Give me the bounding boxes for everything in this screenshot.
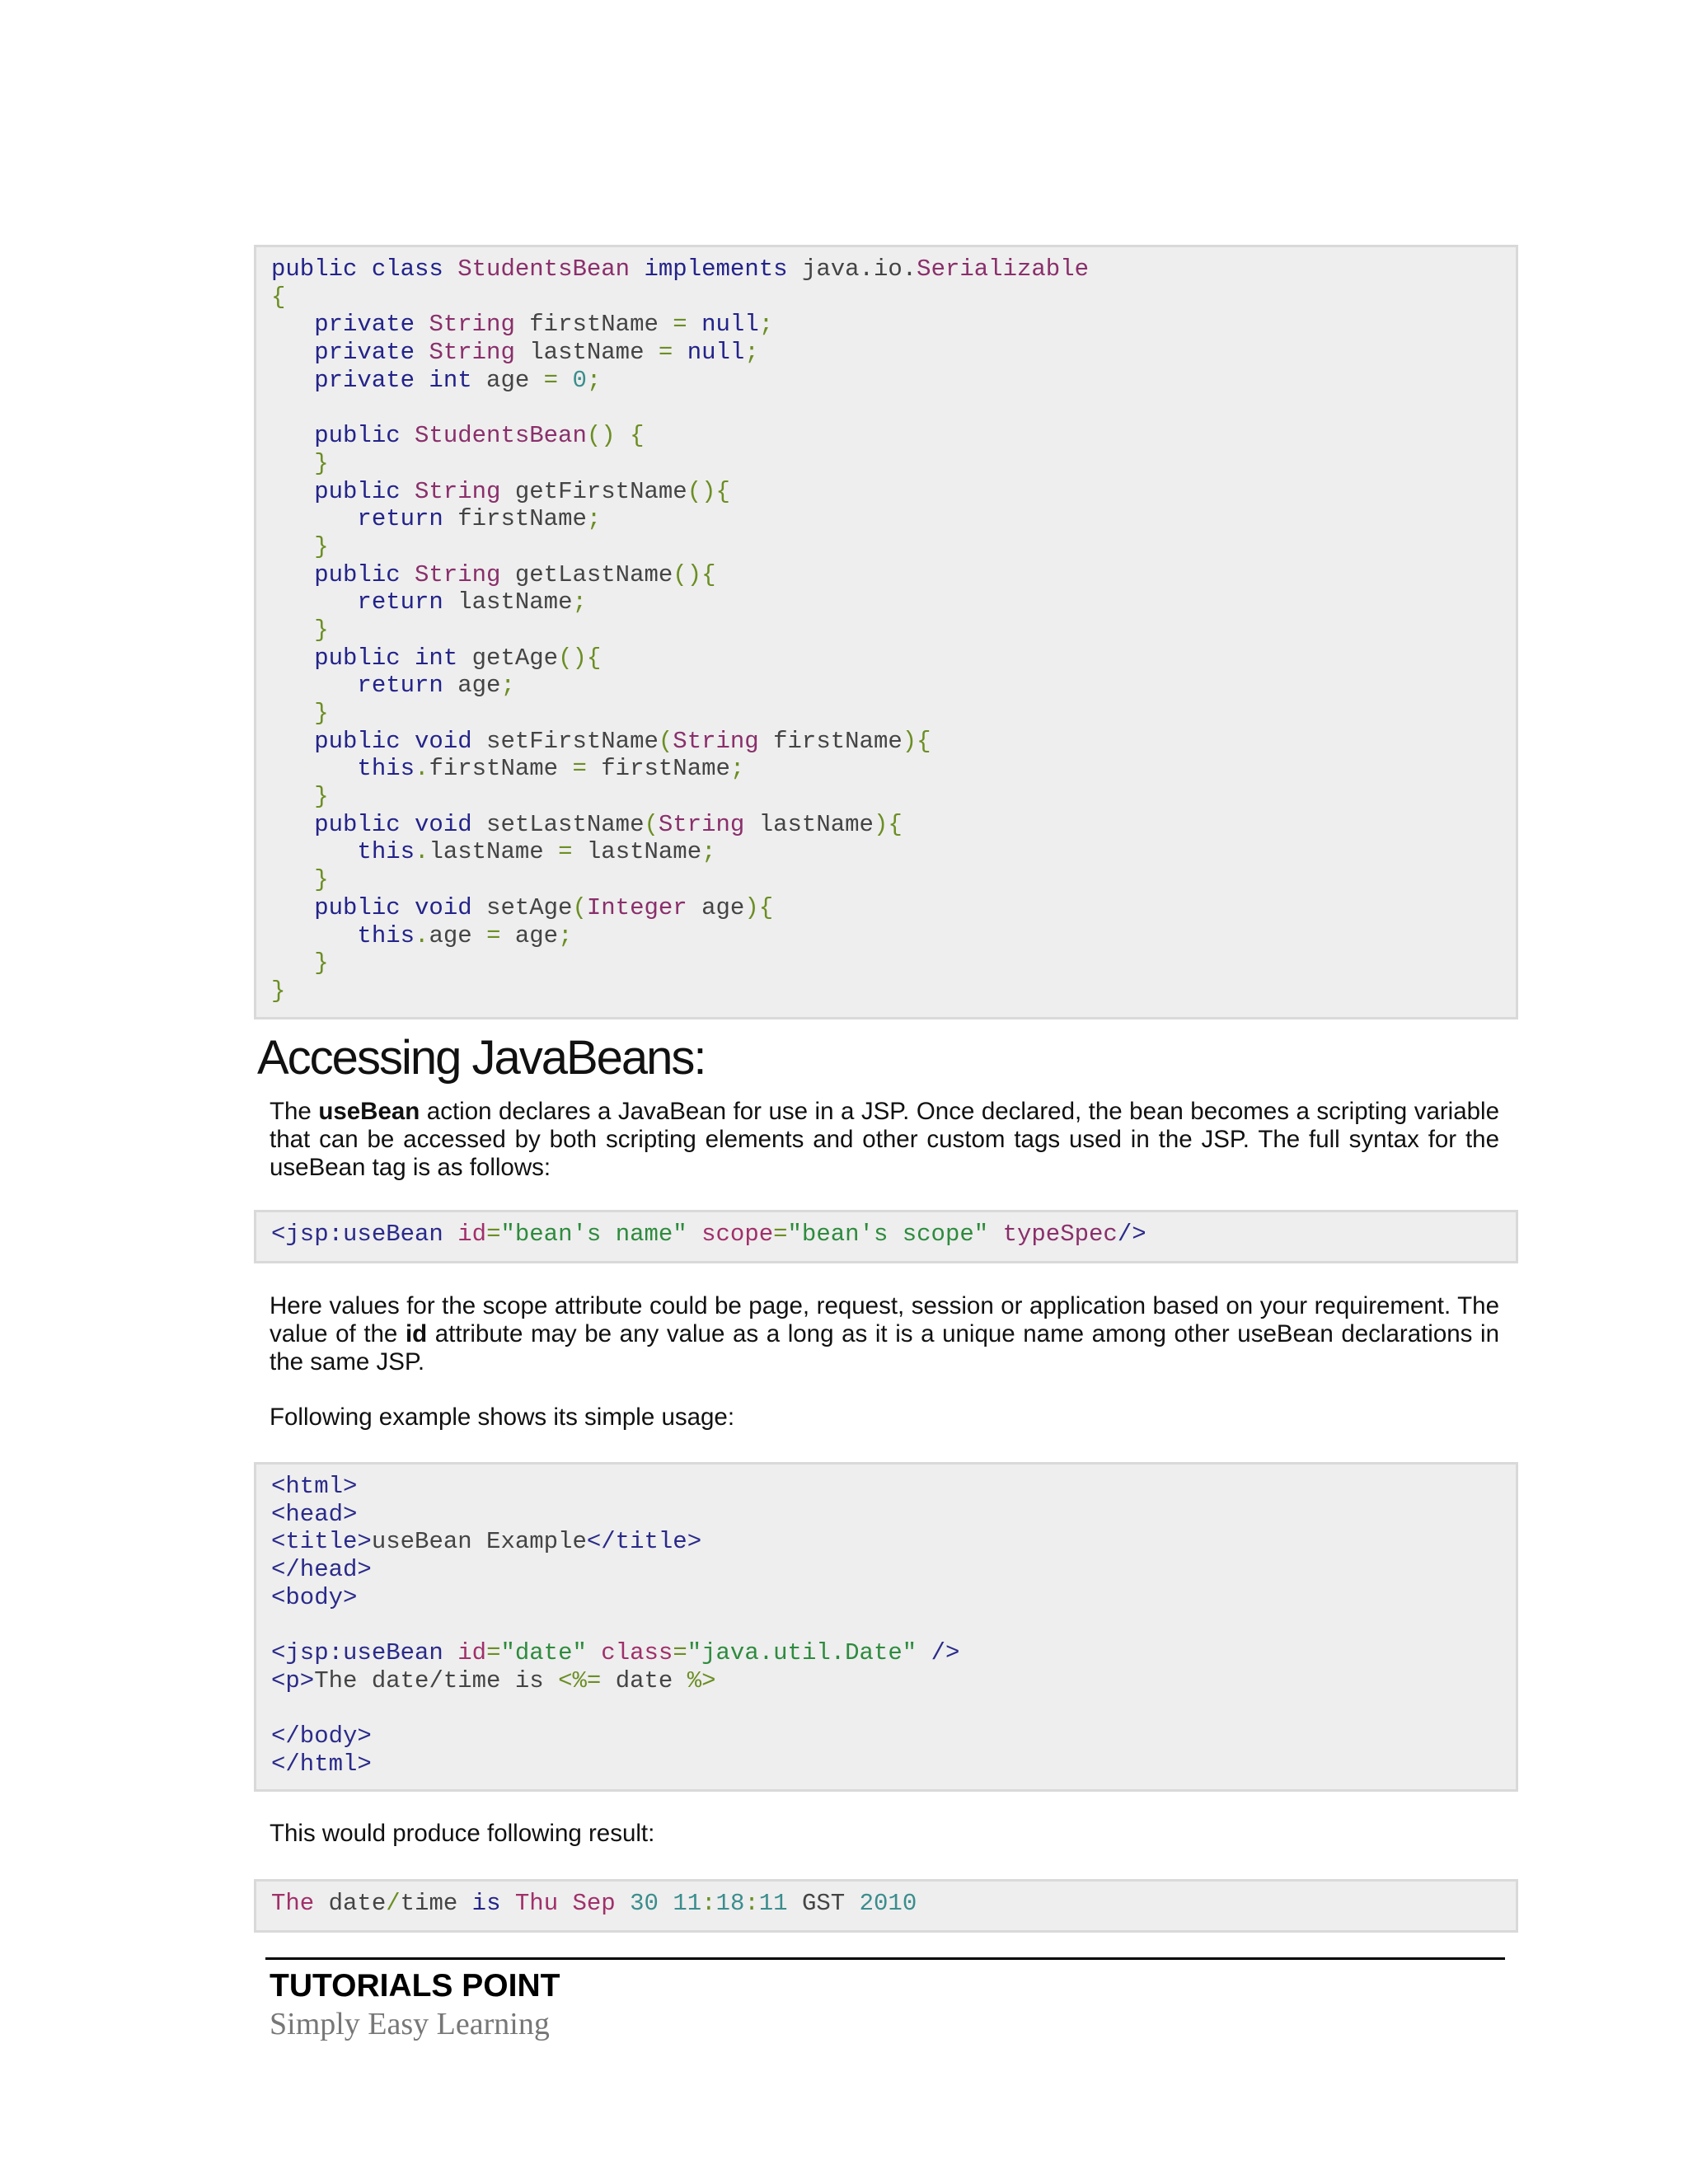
code-token: } [271,616,329,644]
code-line [271,783,1501,811]
code-token: = [486,1221,501,1248]
code-token: : [701,1890,716,1917]
code-token: <body> [271,1583,358,1611]
code-token: "bean's scope" [787,1221,1003,1248]
code-line [271,1639,1501,1667]
code-token: private int [271,366,487,394]
code-line [271,478,1501,506]
code-token: = [486,1639,501,1667]
footer-brand: TUTORIALS POINT [270,1968,560,2004]
code-token: ; [701,838,716,866]
code-token: <%= [558,1666,616,1694]
code-token: return [271,505,458,533]
code-token: 30 11 [630,1890,702,1917]
code-token: ( [572,893,587,921]
code-token: public [271,477,415,505]
code-token: Thu Sep [514,1890,631,1917]
code-token: %> [687,1666,716,1694]
code-token: public [271,422,415,450]
code-token: /> [931,1639,960,1667]
code-line [271,339,1501,367]
code-token: } [271,977,286,1005]
paragraph-usebean-intro [270,1098,1499,1182]
code-token: ){ [744,893,774,921]
code-block-usebean-syntax [254,1210,1518,1263]
code-token: "java.util.Date" [687,1639,931,1667]
code-line [271,533,1501,561]
code-line [271,1528,1501,1556]
section-heading: Accessing JavaBeans: [257,1031,706,1085]
code-token: <title> [271,1528,372,1556]
code-token: ){ [902,727,931,755]
code-token: age [429,921,487,949]
code-token: ; [558,921,573,949]
code-token: lastName [457,588,573,616]
code-token: firstName [529,311,673,339]
code-token: lastName [429,838,559,866]
code-line [271,644,1501,673]
code-token: () { [586,422,645,450]
code-token: getAge [471,644,559,672]
para2-bold: id [405,1320,428,1347]
code-token: /> [1117,1221,1146,1248]
code-token: = [658,339,687,367]
code-token: firstName [429,755,573,783]
code-token: = [673,311,702,339]
code-line [271,1584,1501,1612]
code-token: } [271,532,329,560]
code-line [271,311,1501,339]
code-token: time [400,1890,472,1917]
code-token: age [701,893,745,921]
code-token: return [271,672,458,700]
code-block-result-output [254,1879,1518,1933]
code-token: : [744,1890,759,1917]
code-token: this [271,755,415,783]
code-line [271,977,1501,1005]
code-token: <p> [271,1666,315,1694]
para1-post: action declares a JavaBean for use in a JSP. Once declared, the bean becomes a scripting variable that can be accessed by both scripting elements and other custom tags used in the JSP. The full syntax for the useBean tag is as follows: [270,1098,1499,1181]
code-token: getLastName [514,560,673,588]
para2-post: attribute may be any value as a long as it is a unique name among other useBean declarations in the same JSP. [270,1320,1499,1376]
footer-tagline: Simply Easy Learning [270,2007,550,2041]
code-token: setFirstName [486,727,659,755]
code-token: String [429,311,530,339]
code-token: private [271,311,429,339]
code-token: public void [271,893,487,921]
code-token: = [558,838,587,866]
code-line [271,949,1501,977]
code-line [271,1695,1501,1723]
code-line [271,505,1501,533]
code-token: scope [701,1221,774,1248]
code-token: <jsp:useBean [271,1639,458,1667]
code-token: = [773,1221,788,1248]
code-token: { [271,283,286,311]
code-token: (){ [673,560,716,588]
code-token: id [457,1221,487,1248]
code-token: is [471,1890,515,1917]
code-token: public int [271,644,472,672]
code-token: typeSpec [1002,1221,1118,1248]
code-token: private [271,339,429,367]
code-line [271,1611,1501,1639]
code-token: / [386,1890,401,1917]
code-token: ; [744,339,759,367]
code-token: </head> [271,1556,372,1584]
code-token: age [457,672,501,700]
code-token: lastName [758,810,874,838]
code-token: setLastName [486,810,645,838]
code-token: String [415,560,515,588]
code-line [271,1501,1501,1529]
code-token: setAge [486,893,573,921]
code-token: ){ [873,810,903,838]
code-token: ; [586,366,602,394]
code-token: . [415,921,429,949]
code-token: "bean's name" [500,1221,702,1248]
code-line [271,1473,1501,1501]
code-token: . [415,838,429,866]
code-token: = [543,366,573,394]
code-token: } [271,700,329,727]
code-token: </body> [271,1722,372,1750]
code-token: date [328,1890,387,1917]
code-token: firstName [457,505,587,533]
code-token: <html> [271,1473,358,1500]
code-token: "date" [500,1639,602,1667]
code-token: Integer [586,893,702,921]
code-line [271,450,1501,478]
code-token: ; [500,672,515,700]
code-line [271,755,1501,783]
code-block-usebean-example [254,1462,1518,1792]
code-token: age [486,366,544,394]
code-token: } [271,449,329,477]
code-token: . [415,755,429,783]
para1-pre: The [270,1098,319,1125]
code-token: 0 [572,366,587,394]
code-line [271,728,1501,756]
code-token: } [271,783,329,811]
code-token: The date/time is [314,1666,559,1694]
code-block-students-bean [254,245,1518,1019]
code-token: null [701,311,759,339]
code-token: String [415,477,515,505]
code-token: null [687,339,745,367]
code-line [271,394,1501,422]
code-line [271,838,1501,866]
code-token: = [673,1639,687,1667]
para2-pre: Here values for the scope attribute could be page, request, session or application based on your requirement. The value of the [270,1292,1499,1347]
code-token: } [271,949,329,977]
code-token: firstName [773,727,903,755]
code-token: this [271,838,415,866]
code-line [271,616,1501,644]
code-token: GST [801,1890,860,1917]
paragraph-result-intro: This would produce following result: [270,1820,655,1847]
code-token: <head> [271,1500,358,1528]
code-token: public void [271,727,487,755]
code-line [271,1667,1501,1695]
code-token: useBean Example [371,1528,587,1556]
code-line [271,1890,1501,1918]
code-line [271,1221,1501,1249]
code-token: String [673,727,774,755]
code-line [271,1556,1501,1584]
code-token: } [271,866,329,894]
code-token: lastName [529,339,659,367]
code-token: lastName [586,838,702,866]
code-token: StudentsBean [415,422,587,450]
code-token: this [271,921,415,949]
code-token: ( [644,810,659,838]
code-token: ; [758,311,774,339]
code-line [271,422,1501,450]
code-token: </html> [271,1750,372,1778]
code-token: (){ [558,644,602,672]
code-token: ; [572,588,587,616]
code-line [271,255,1501,284]
code-token: implements [644,255,802,283]
code-token: ; [729,755,745,783]
code-line [271,672,1501,700]
code-line [271,1722,1501,1750]
code-line [271,561,1501,589]
code-token: ( [658,727,673,755]
code-token: class [601,1639,673,1667]
code-token: Serializable [917,255,1090,283]
code-token: = [572,755,602,783]
code-token: <jsp:useBean [271,1221,458,1248]
code-line [271,811,1501,839]
code-line [271,922,1501,950]
code-token: 11 [758,1890,802,1917]
code-token: 18 [715,1890,745,1917]
code-line [271,367,1501,395]
footer-divider [265,1957,1505,1960]
code-token: </title> [586,1528,702,1556]
code-token: age [514,921,559,949]
code-token: java.io. [801,255,917,283]
code-line [271,1750,1501,1779]
code-token: public class [271,255,458,283]
code-token: 2010 [859,1890,917,1917]
code-line [271,700,1501,728]
code-token: id [457,1639,487,1667]
code-token: firstName [601,755,730,783]
paragraph-example-intro: Following example shows its simple usage: [270,1404,735,1431]
code-token: (){ [687,477,730,505]
code-line [271,284,1501,312]
para1-bold: useBean [318,1098,420,1125]
code-token: = [486,921,515,949]
code-token: date [615,1666,687,1694]
code-token: public [271,560,415,588]
code-token: String [658,810,759,838]
code-token: getFirstName [514,477,687,505]
code-token: return [271,588,458,616]
code-line [271,894,1501,922]
code-token: ; [586,505,602,533]
code-token: StudentsBean [457,255,645,283]
paragraph-scope-description [270,1292,1499,1376]
code-token: String [429,339,530,367]
code-line [271,866,1501,894]
code-token: public void [271,810,487,838]
code-token: The [271,1890,329,1917]
code-line [271,588,1501,616]
